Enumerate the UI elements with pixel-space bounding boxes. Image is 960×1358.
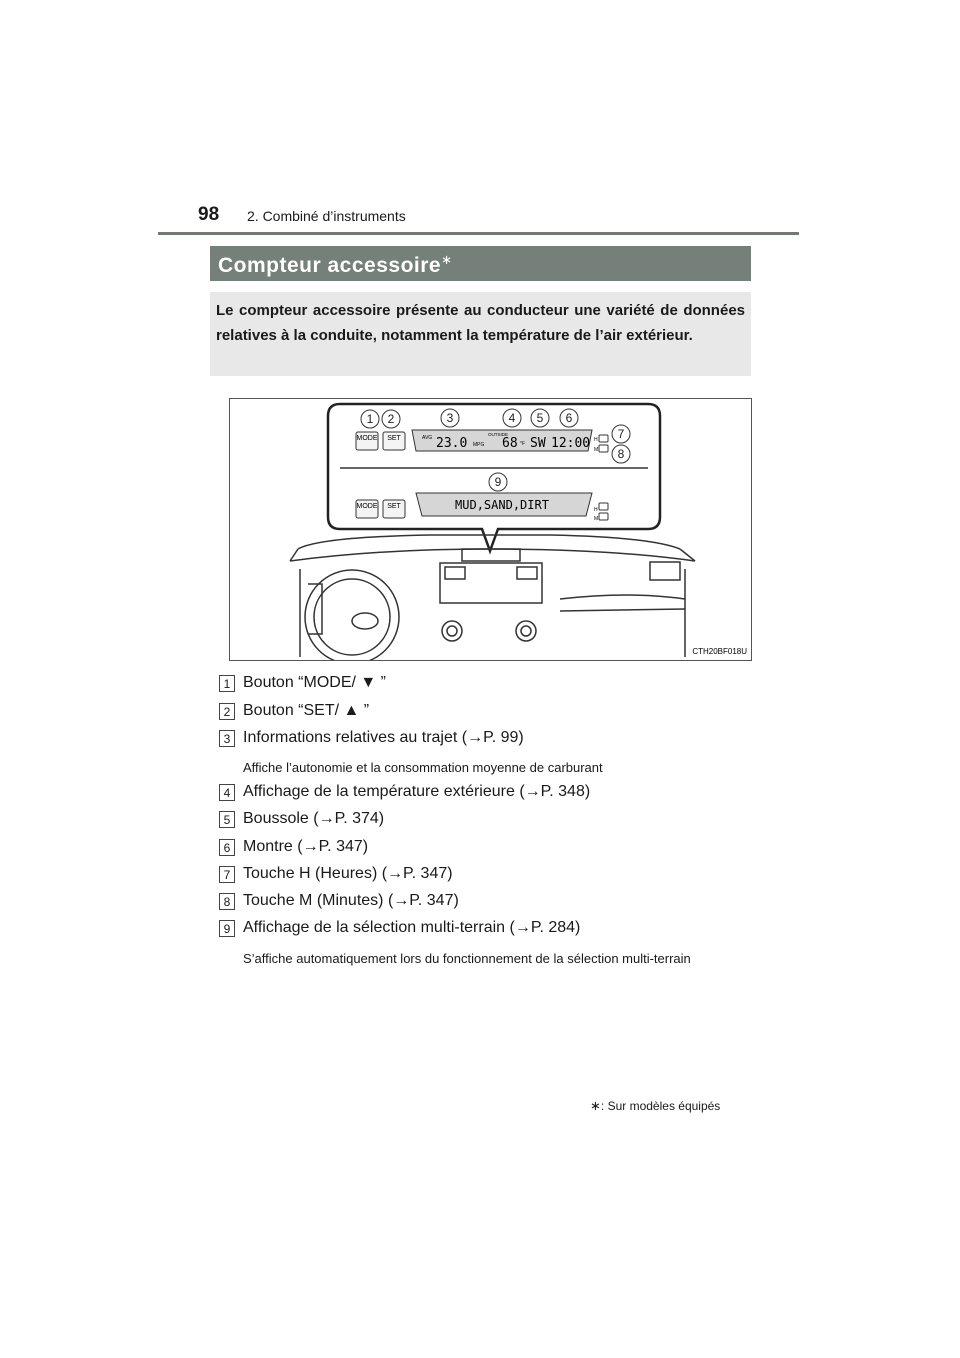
dashboard-lineart [290,535,695,660]
callout-5: 5 [536,411,544,425]
mode-button-bottom-label: MODE [356,503,378,510]
item-text-8: Touche M (Minutes) (→P. 347) [243,892,459,909]
item-number-6: 6 [219,839,235,856]
item-text-2: Bouton “SET/ ▲ ” [243,702,370,719]
item-number-7: 7 [219,866,235,883]
item-text-6: Montre (→P. 347) [243,838,369,855]
dashboard-illustration [230,399,751,660]
set-button-top-label: SET [387,435,401,442]
callout-2: 2 [387,412,395,426]
item-text-5: Boussole (→P. 374) [243,810,385,827]
m-button-bottom [599,513,608,520]
item-text-4: Affichage de la température extérieure (→P. 348) [243,783,591,800]
avg-label: AVG [422,435,433,441]
header-rule [158,232,799,235]
instrument-figure [229,398,752,661]
item-text-7: Touche H (Heures) (→P. 347) [243,865,453,882]
m-button-top [599,445,608,452]
item-number-3: 3 [219,730,235,747]
intro-box [210,292,751,376]
outside-label: OUTSIDE [488,432,509,437]
clock-value: 12:00 [551,436,591,451]
trip-unit: MPG [473,442,485,448]
page-number: 98 [198,204,220,225]
m-label-top: M [594,447,599,453]
section-title-mark: ∗ [441,252,453,267]
temp-unit: °F [520,441,526,447]
h-button-bottom [599,503,608,510]
footnote-mark: ∗ [590,1098,601,1113]
m-label-bottom: M [594,516,599,522]
compass-value: SW [530,436,546,451]
trip-value: 23.0 [436,436,468,451]
item-number-5: 5 [219,811,235,828]
callout-8: 8 [617,447,625,461]
item-note-3: Affiche l’autonomie et la consommation moyenne de carburant [243,760,603,775]
item-text-1: Bouton “MODE/ ▼ ” [243,674,386,691]
item-number-8: 8 [219,893,235,910]
mode-button-top-label: MODE [356,435,378,442]
item-number-1: 1 [219,675,235,692]
h-label-top: H [594,437,598,443]
h-button-top [599,435,608,442]
intro-text: Le compteur accessoire présente au conducteur une variété de données relatives à la conduite, notamment la température de l’air extérieur. [216,302,745,344]
item-note-9: S’affiche automatiquement lors du fonctionnement de la sélection multi-terrain [243,951,691,966]
callout-3: 3 [446,411,454,425]
set-button-bottom-label: SET [387,503,401,510]
callout-7: 7 [617,427,625,441]
item-number-9: 9 [219,920,235,937]
callout-1: 1 [366,412,374,426]
h-label-bottom: H [594,507,598,513]
callout-6: 6 [565,411,573,425]
callout-9: 9 [494,475,502,489]
item-number-4: 4 [219,784,235,801]
figure-code: CTH20BF018U [692,647,747,656]
chapter-title: 2. Combiné d’instruments [247,208,406,224]
item-text-3: Informations relatives au trajet (→P. 99) [243,729,524,746]
temp-value: 68 [502,436,518,451]
footnote [590,1098,720,1114]
callout-4: 4 [508,411,516,425]
item-number-2: 2 [219,703,235,720]
item-text-9: Affichage de la sélection multi-terrain (→P. 284) [243,919,581,936]
section-title-bar [210,246,751,281]
section-title-text: Compteur accessoire [218,254,442,277]
footnote-text: : Sur modèles équipés [600,1099,721,1113]
section-title [218,252,453,278]
terrain-text: MUD,SAND,DIRT [455,498,549,512]
